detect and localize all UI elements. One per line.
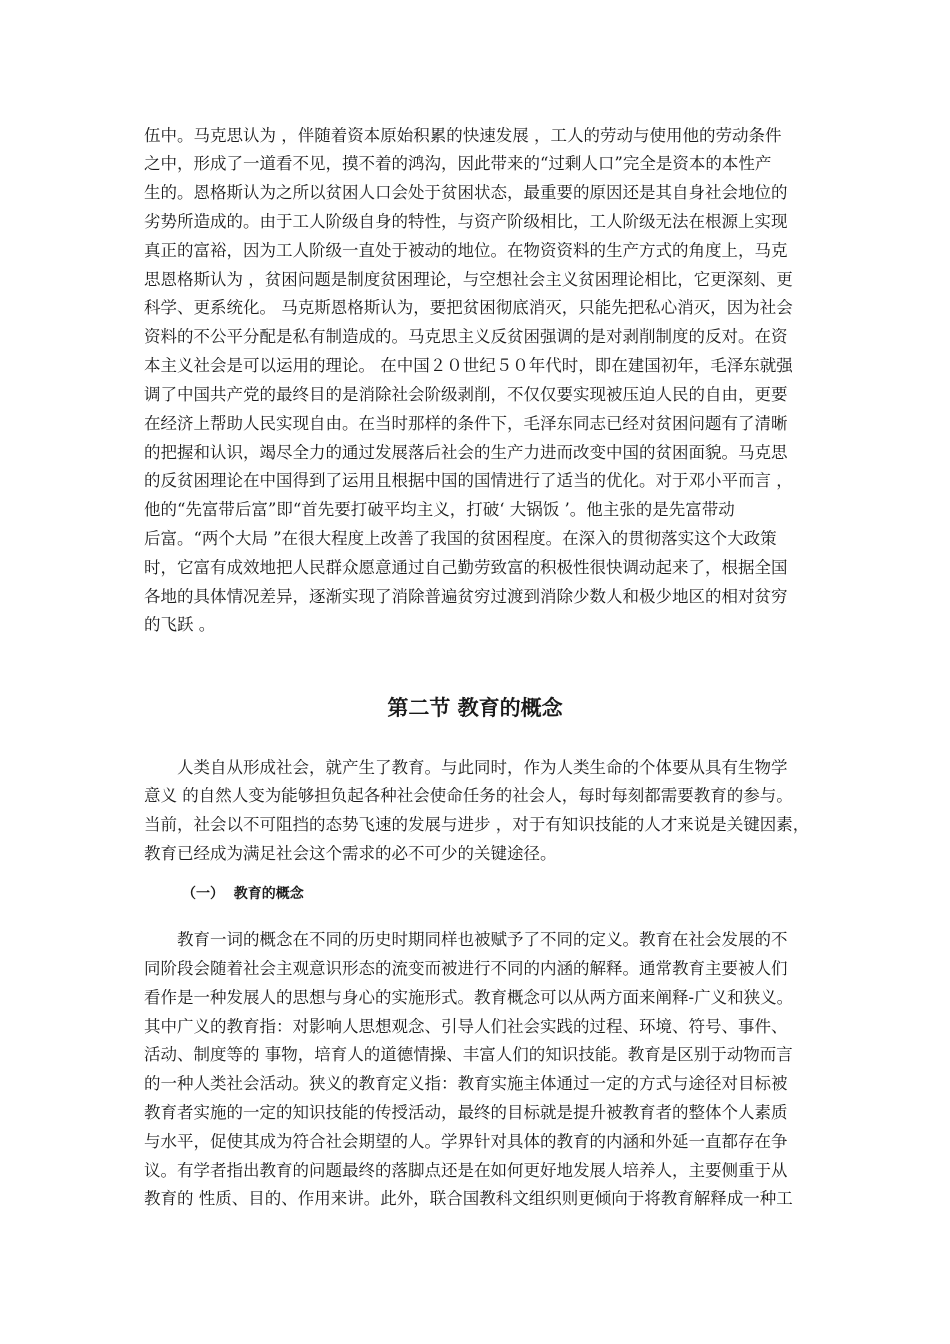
paragraph-line: 时，它富有成效地把人民群众愿意通过自己勤劳致富的积极性很快调动起来了，根据全国 (144, 558, 788, 577)
paragraph-line: 教育的 性质、目的、作用来讲。此外，联合国教科文组织则更倾向于将教育解释成一种工 (144, 1189, 793, 1208)
paragraph-line: 调了中国共产党的最终目的是消除社会阶级剥削，不仅仅要实现被压迫人民的自由，更要 (144, 385, 788, 404)
paragraph-line: 教育者实施的一定的知识技能的传授活动，最终的目标就是提升被教育者的整体个人素质 (144, 1103, 788, 1122)
paragraph-line: 生的。恩格斯认为之所以贫困人口会处于贫困状态，最重要的原因还是其自身社会地位的 (144, 183, 788, 202)
paragraph-line: 在经济上帮助人民实现自由。在当时那样的条件下，毛泽东同志已经对贫困问题有了清晰 (144, 414, 788, 433)
paragraph-line: 伍中。马克思认为 ，伴随着资本原始积累的快速发展 ，工人的劳动与使用他的劳动条件 (144, 126, 782, 145)
paragraph-line: 思恩格斯认为 ，贫困问题是制度贫困理论，与空想社会主义贫困理论相比，它更深刻、更 (144, 270, 793, 289)
paragraph-line: 的一种人类社会活动。狭义的教育定义指：教育实施主体通过一定的方式与途径对目标被 (144, 1074, 788, 1093)
paragraph-line: 同阶段会随着社会主观意识形态的流变而被进行不同的内涵的解释。通常教育主要被人们 (144, 959, 788, 978)
paragraph-line: 资料的不公平分配是私有制造成的。马克思主义反贫困强调的是对剥削制度的反对。在资 (144, 327, 788, 346)
paragraph-line: 看作是一种发展人的思想与身心的实施形式。教育概念可以从两方面来阐释-广义和狭义。 (144, 988, 794, 1007)
paragraph-line: 意义 的自然人变为能够担负起各种社会使命任务的社会人，每时每刻都需要教育的参与。 (144, 786, 793, 805)
paragraph-line: 后富。“两个大局 ”在很大程度上改善了我国的贫困程度。在深入的贯彻落实这个大政策 (144, 529, 777, 548)
paragraph-line: 科学、更系统化。 马克斯恩格斯认为，要把贫困彻底消灭，只能先把私心消灭，因为社会 (144, 298, 793, 317)
paragraph-line: 议。有学者指出教育的问题最终的落脚点还是在如何更好地发展人培养人，主要侧重于从 (144, 1161, 788, 1180)
paragraph-line: 的反贫困理论在中国得到了运用且根据中国的国情进行了适当的优化。对于邓小平而言 ， (144, 471, 793, 490)
paragraph-line: 他的“先富带后富”即“首先要打破平均主义，打破‘ 大锅饭 ’。他主张的是先富带动 (144, 500, 735, 519)
paragraph-line: 真正的富裕，因为工人阶级一直处于被动的地位。在物资资料的生产方式的角度上，马克 (144, 241, 788, 260)
paragraph-line: 人类自从形成社会，就产生了教育。与此同时，作为人类生命的个体要从具有生物学 (177, 758, 788, 777)
paragraph-line: 各地的具体情况差异，逐渐实现了消除普遍贫穷过渡到消除少数人和极少地区的相对贫穷 (144, 587, 788, 606)
section-heading: 第二节 教育的概念 (387, 696, 563, 720)
paragraph-line: 其中广义的教育指：对影响人思想观念、引导人们社会实践的过程、环境、符号、事件、 (144, 1017, 788, 1036)
paragraph-line: 当前，社会以不可阻挡的态势飞速的发展与进步 ，对于有知识技能的人才来说是关键因素， (144, 815, 810, 834)
paragraph-line: 教育已经成为满足社会这个需求的必不可少的关键途径。 (144, 844, 557, 863)
paragraph-line: 教育一词的概念在不同的历史时期同样也被赋予了不同的定义。教育在社会发展的不 (177, 930, 788, 949)
paragraph-line: 的飞跃 。 (144, 615, 216, 634)
paragraph-line: 之中，形成了一道看不见，摸不着的鸿沟，因此带来的“过剩人口”完全是资本的本性产 (144, 154, 772, 173)
subsection-heading: （一） 教育的概念 (182, 886, 304, 902)
paragraph-line: 活动、制度等的 事物，培育人的道德情操、丰富人们的知识技能。教育是区别于动物而言 (144, 1045, 793, 1064)
paragraph-line: 本主义社会是可以运用的理论。 在中国２０世纪５０年代时，即在建国初年，毛泽东就强 (144, 356, 793, 375)
paragraph-line: 与水平，促使其成为符合社会期望的人。学界针对具体的教育的内涵和外延一直都存在争 (144, 1132, 788, 1151)
paragraph-line: 的把握和认识，竭尽全力的通过发展落后社会的生产力进而改变中国的贫困面貌。马克思 (144, 443, 788, 462)
paragraph-line: 劣势所造成的。由于工人阶级自身的特性，与资产阶级相比，工人阶级无法在根源上实现 (144, 212, 788, 231)
